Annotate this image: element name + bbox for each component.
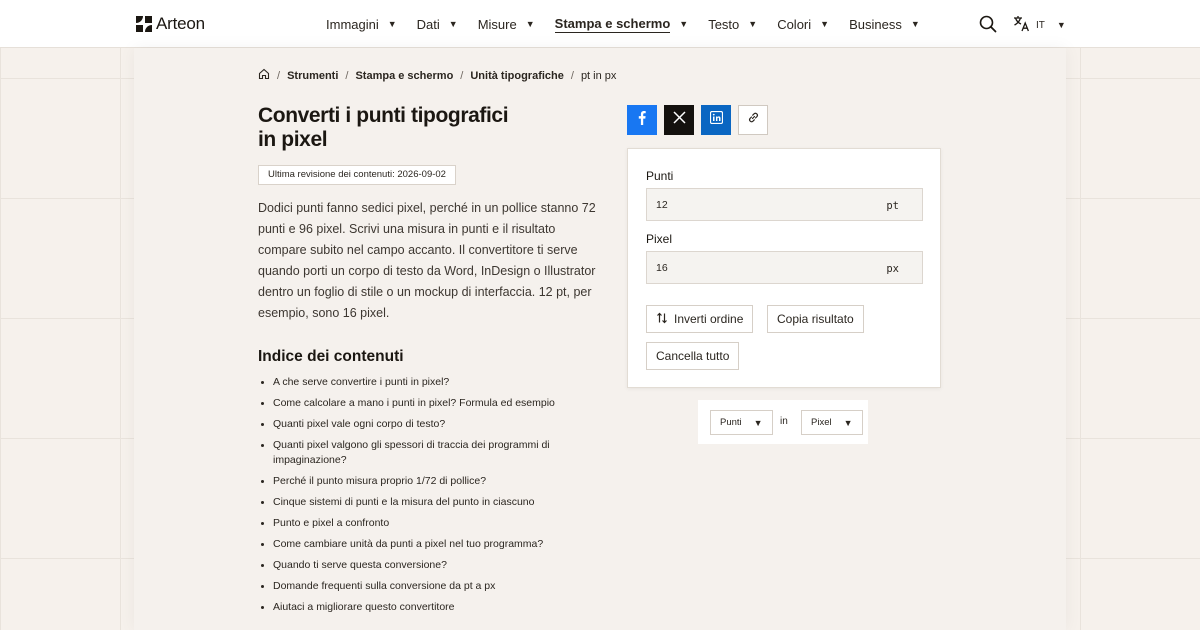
breadcrumb-stampa-e-schermo[interactable]: Stampa e schermo bbox=[355, 69, 454, 82]
points-unit: pt bbox=[886, 200, 899, 212]
caret-down-icon: ▼ bbox=[525, 19, 535, 29]
caret-down-icon: ▼ bbox=[1056, 20, 1066, 30]
breadcrumb bbox=[258, 68, 616, 83]
facebook-icon bbox=[638, 111, 646, 130]
caret-down-icon: ▼ bbox=[748, 19, 758, 29]
linkedin-icon bbox=[710, 111, 723, 129]
points-label: Punti bbox=[646, 169, 674, 183]
breadcrumb-separator: / bbox=[570, 69, 574, 82]
brand-logo[interactable] bbox=[136, 14, 205, 34]
to-unit-select[interactable] bbox=[801, 410, 863, 435]
language-selector[interactable] bbox=[1013, 15, 1066, 35]
nav-item-label: Dati bbox=[416, 16, 440, 32]
clear-all-label: Cancella tutto bbox=[656, 349, 730, 363]
nav-item-testo[interactable] bbox=[708, 0, 757, 48]
swap-arrows-icon bbox=[656, 312, 668, 327]
copy-result-button[interactable] bbox=[767, 305, 864, 333]
page-title: Converti i punti tipografici in pixel bbox=[258, 104, 509, 151]
toc-item[interactable]: Cinque sistemi di punti e la misura del punto in ciascuno bbox=[258, 495, 578, 510]
nav-item-label: Immagini bbox=[326, 16, 379, 32]
nav-item-dati[interactable] bbox=[417, 0, 458, 48]
pixels-input[interactable] bbox=[647, 252, 877, 283]
nav-item-label: Testo bbox=[708, 16, 740, 32]
caret-down-icon: ▼ bbox=[753, 417, 763, 428]
share-buttons bbox=[627, 105, 768, 135]
breadcrumb-separator: / bbox=[277, 69, 281, 82]
intro-paragraph: Dodici punti fanno sedici pixel, perché in un pollice stanno 72 punti e 96 pixel. Scrivi una misura in punti e il risultato compare subito nel campo accanto. Il convertitore ti serve quando porti un corpo di testo da Word, InDesign o Illustrator dentro un foglio di stile o un mockup di interfaccia. 12 pt, per esempio, sono 16 pixel. bbox=[258, 201, 596, 320]
main-nav bbox=[326, 0, 920, 48]
points-input[interactable] bbox=[647, 189, 877, 220]
unit-selector bbox=[698, 400, 868, 444]
home-icon[interactable] bbox=[258, 68, 270, 83]
caret-down-icon: ▼ bbox=[448, 19, 458, 29]
caret-down-icon: ▼ bbox=[843, 417, 853, 428]
nav-item-business[interactable] bbox=[849, 0, 920, 48]
toc-item[interactable]: Punto e pixel a confronto bbox=[258, 516, 578, 531]
breadcrumb-unita-tipografiche[interactable]: Unità tipografiche bbox=[470, 69, 564, 82]
brand-logo-icon bbox=[136, 16, 152, 32]
unit-joiner: in bbox=[780, 416, 788, 427]
share-linkedin-button[interactable] bbox=[701, 105, 731, 135]
search-icon[interactable] bbox=[979, 15, 997, 33]
nav-item-immagini[interactable] bbox=[326, 0, 397, 48]
toc-item[interactable]: Quando ti serve questa conversione? bbox=[258, 558, 578, 573]
nav-item-misure[interactable] bbox=[478, 0, 535, 48]
nav-item-label: Business bbox=[849, 16, 902, 32]
caret-down-icon: ▼ bbox=[387, 19, 397, 29]
brand-name: Arteon bbox=[156, 14, 205, 33]
breadcrumb-separator: / bbox=[345, 69, 349, 82]
translate-icon bbox=[1013, 15, 1030, 35]
breadcrumb-separator: / bbox=[460, 69, 464, 82]
converter-panel bbox=[627, 148, 941, 388]
caret-down-icon: ▼ bbox=[820, 19, 830, 29]
breadcrumb-current: pt in px bbox=[580, 69, 617, 82]
top-navigation-bar bbox=[0, 0, 1200, 48]
toc-item[interactable]: Come cambiare unità da punti a pixel nel tuo programma? bbox=[258, 537, 578, 552]
points-field-wrapper bbox=[646, 188, 923, 221]
link-icon bbox=[747, 111, 760, 129]
nav-item-label: Colori bbox=[777, 16, 812, 32]
copy-link-button[interactable] bbox=[738, 105, 768, 135]
breadcrumb-strumenti[interactable]: Strumenti bbox=[287, 69, 339, 82]
toc-item[interactable]: Domande frequenti sulla conversione da pt a px bbox=[258, 579, 578, 594]
main-content bbox=[134, 48, 1066, 630]
x-icon bbox=[673, 111, 686, 129]
pixels-field-wrapper bbox=[646, 251, 923, 284]
caret-down-icon: ▼ bbox=[910, 19, 920, 29]
pixels-unit: px bbox=[886, 263, 899, 275]
toc-item[interactable]: Perché il punto misura proprio 1/72 di pollice? bbox=[258, 474, 578, 489]
nav-item-stampa-e-schermo[interactable] bbox=[555, 0, 689, 48]
language-code: IT bbox=[1036, 19, 1045, 31]
nav-item-colori[interactable] bbox=[777, 0, 829, 48]
swap-order-button[interactable] bbox=[646, 305, 753, 333]
from-unit-select[interactable] bbox=[710, 410, 773, 435]
nav-item-label: Stampa e schermo bbox=[554, 15, 671, 31]
share-x-button[interactable] bbox=[664, 105, 694, 135]
toc-item[interactable]: Come calcolare a mano i punti in pixel? Formula ed esempio bbox=[258, 396, 578, 411]
clear-all-button[interactable] bbox=[646, 342, 739, 370]
toc-item[interactable]: Quanti pixel vale ogni corpo di testo? bbox=[258, 417, 578, 432]
revision-badge: Ultima revisione dei contenuti: 2026-09-02 bbox=[258, 165, 456, 185]
from-unit-value: Punti bbox=[720, 417, 742, 428]
toc-list bbox=[258, 375, 578, 621]
swap-order-label: Inverti ordine bbox=[674, 312, 744, 326]
toc-item[interactable]: A che serve convertire i punti in pixel? bbox=[258, 375, 578, 390]
toc-item[interactable]: Quanti pixel valgono gli spessori di traccia dei programmi di impaginazione? bbox=[258, 438, 558, 468]
pixels-label: Pixel bbox=[646, 232, 673, 246]
to-unit-value: Pixel bbox=[811, 417, 832, 428]
copy-result-label: Copia risultato bbox=[777, 312, 854, 326]
share-facebook-button[interactable] bbox=[627, 105, 657, 135]
toc-title: Indice dei contenuti bbox=[258, 348, 404, 365]
toc-item[interactable]: Aiutaci a migliorare questo convertitore bbox=[258, 600, 578, 615]
caret-down-icon: ▼ bbox=[679, 19, 689, 29]
nav-item-label: Misure bbox=[477, 16, 517, 32]
